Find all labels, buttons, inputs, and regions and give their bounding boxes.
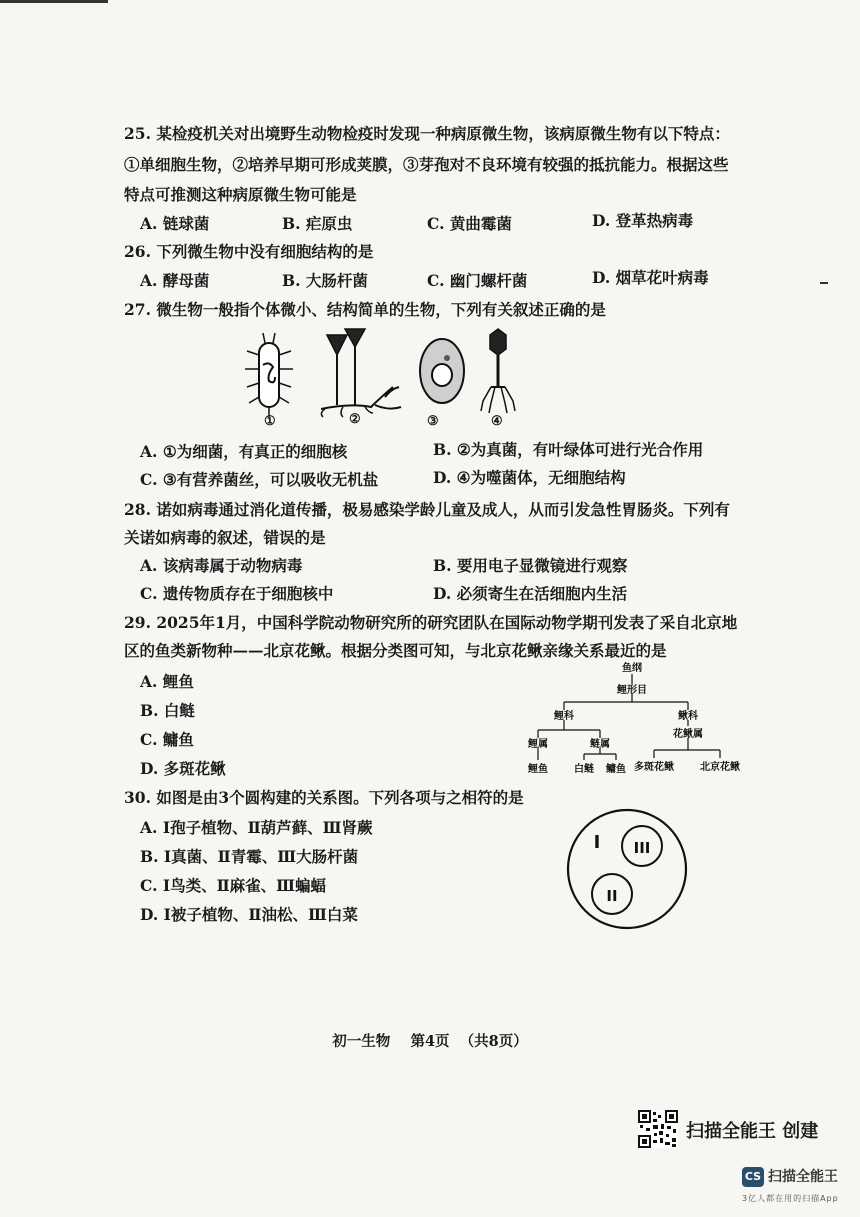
q25-line1: 25. 某检疫机关对出境野生动物检疫时发现一种病原微生物，该病原微生物有以下特点： [124, 124, 730, 143]
q27-stem: 27. 微生物一般指个体微小、结构简单的生物，下列有关叙述正确的是 [124, 300, 606, 319]
figure-label-3: ③ [427, 414, 439, 429]
circle-label-outer: I [593, 832, 601, 853]
tree-order: 鲤形目 [617, 685, 647, 696]
q25-option-a: A. 链球菌 [140, 214, 210, 233]
q25-line3: 特点可推测这种病原微生物可能是 [124, 185, 357, 204]
tree-species-multi: 多斑花鳅 [634, 762, 674, 773]
bacteriophage-illustration [481, 329, 515, 413]
q27-option-b: B. ②为真菌，有叶绿体可进行光合作用 [433, 440, 704, 459]
q25-option-d: D. 登革热病毒 [592, 211, 694, 230]
q28-line2: 关诺如病毒的叙述，错误的是 [124, 528, 326, 547]
q29-line1: 29. 2025年1月，中国科学院动物研究所的研究团队在国际动物学期刊发表了采自北京地 [124, 613, 738, 632]
scanner-create-text: 扫描全能王 创建 [686, 1121, 819, 1142]
figure-label-4: ④ [491, 414, 503, 429]
camscanner-logo-icon: CS [742, 1167, 764, 1187]
q29-option-d: D. 多斑花鳅 [140, 759, 226, 778]
tree-genus-silver: 鲢属 [590, 739, 610, 750]
q30-option-d: D. Ⅰ被子植物、Ⅱ油松、Ⅲ白菜 [140, 905, 358, 924]
q28-line1: 28. 诺如病毒通过消化道传播，极易感染学龄儿童及成人，从而引发急性胃肠炎。下列有 [124, 500, 730, 519]
q27-option-d: D. ④为噬菌体，无细胞结构 [433, 468, 626, 487]
tree-species-silver: 白鲢 [574, 764, 594, 775]
q28-option-b: B. 要用电子显微镜进行观察 [433, 556, 628, 575]
q26-option-a: A. 酵母菌 [140, 271, 210, 290]
tree-family-left: 鲤科 [554, 711, 574, 722]
q26-option-b: B. 大肠杆菌 [282, 271, 368, 290]
q29-line2: 区的鱼类新物种——北京花鳅。根据分类图可知，与北京花鳅亲缘关系最近的是 [124, 641, 667, 660]
tree-species-carp: 鲤鱼 [528, 764, 548, 775]
tree-genus-loach: 花鳅属 [673, 729, 703, 740]
q28-option-c: C. 遗传物质存在于细胞核中 [140, 584, 334, 603]
q26-stem: 26. 下列微生物中没有细胞结构的是 [124, 242, 374, 261]
figure-label-2: ② [349, 412, 361, 427]
q25-line2: ①单细胞生物，②培养早期可形成荚膜，③芽孢对不良环境有较强的抵抗能力。根据这些 [124, 155, 729, 174]
top-edge-line [0, 0, 108, 3]
tree-species-bighead: 鳙鱼 [606, 764, 626, 775]
q28-option-d: D. 必须寄生在活细胞内生活 [433, 584, 628, 603]
bacterium-illustration [245, 333, 293, 417]
q30-stem: 30. 如图是由3个圆构建的关系图。下列各项与之相符的是 [124, 788, 524, 807]
circle-label-inner-bottom: II [606, 887, 618, 905]
camscanner-app-name: 扫描全能王 [768, 1169, 838, 1185]
page-footer: 初一生物 第4页 （共8页） [332, 1033, 528, 1050]
q26-option-d: D. 烟草花叶病毒 [592, 268, 709, 287]
fish-classification-tree [520, 660, 750, 780]
tree-genus-carp: 鲤属 [528, 739, 548, 750]
q25-option-c: C. 黄曲霉菌 [427, 214, 512, 233]
tree-family-right: 鳅科 [678, 711, 698, 722]
three-circle-diagram [560, 806, 700, 934]
tree-class: 鱼纲 [622, 663, 642, 674]
q26-option-c: C. 幽门螺杆菌 [427, 271, 528, 290]
yeast-illustration [420, 339, 464, 403]
circle-label-inner-top: III [633, 839, 651, 857]
margin-mark [820, 282, 828, 284]
fungus-illustration [321, 329, 401, 417]
figure-label-1: ① [264, 414, 276, 429]
q29-option-c: C. 鳙鱼 [140, 730, 194, 749]
q27-option-c: C. ③有营养菌丝，可以吸收无机盐 [140, 470, 379, 489]
q28-option-a: A. 该病毒属于动物病毒 [140, 556, 303, 575]
q27-option-a: A. ①为细菌，有真正的细胞核 [140, 442, 348, 461]
q30-option-c: C. Ⅰ鸟类、Ⅱ麻雀、Ⅲ蝙蝠 [140, 876, 327, 895]
q30-option-a: A. Ⅰ孢子植物、Ⅱ葫芦藓、Ⅲ肾蕨 [140, 818, 373, 837]
tree-species-beijing: 北京花鳅 [700, 762, 740, 773]
q30-option-b: B. Ⅰ真菌、Ⅱ青霉、Ⅲ大肠杆菌 [140, 847, 359, 866]
camscanner-tagline: 3亿人都在用的扫描App [742, 1194, 839, 1203]
qr-code-icon [638, 1110, 678, 1148]
q25-option-b: B. 疟原虫 [282, 214, 353, 233]
q29-option-a: A. 鲤鱼 [140, 672, 194, 691]
q29-option-b: B. 白鲢 [140, 701, 195, 720]
q27-microbe-figure [235, 325, 535, 437]
